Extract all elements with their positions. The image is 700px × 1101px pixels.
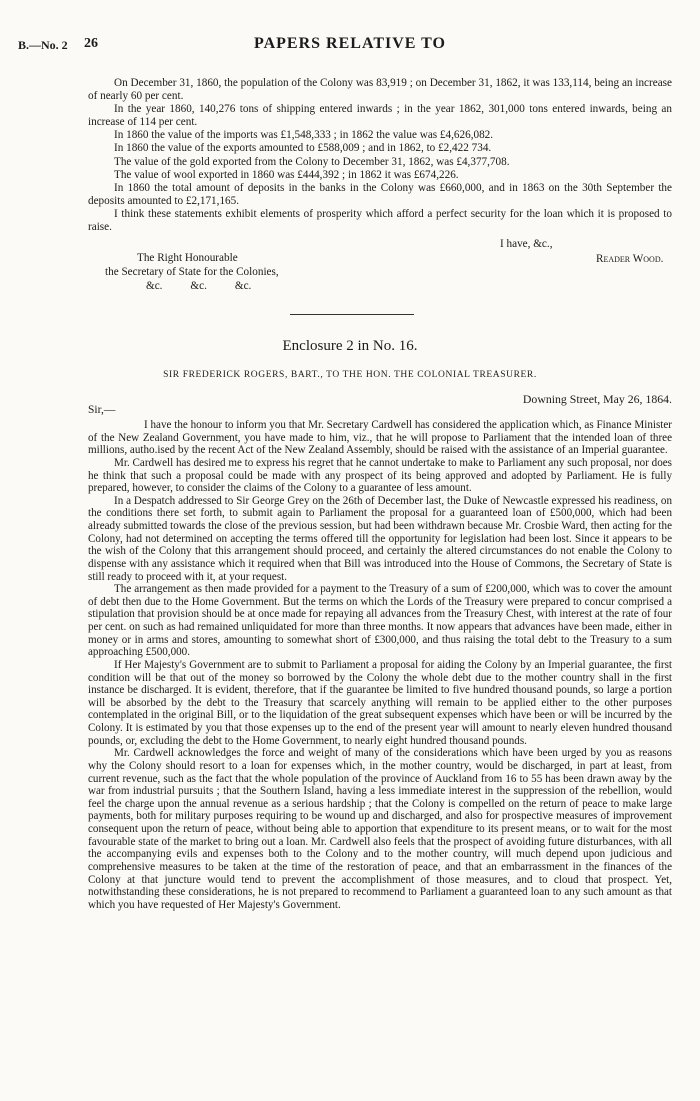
addressee-line-1: The Right Honourable <box>137 252 238 264</box>
conclusion-paragraph: I think these statements exhibit elements of prosperity which afford a perfect security for the loan which it is proposed to raise. <box>88 207 672 234</box>
enclosure-title: Enclosure 2 in No. 16. <box>282 338 418 354</box>
document-reference: B.—No. 2 <box>18 38 68 52</box>
deposits-paragraph: In 1860 the total amount of deposits in the banks in the Colony was £660,000, and in 1863 on the 30th September the deposits amounted to £2,171,165. <box>88 181 672 207</box>
shipping-paragraph: In the year 1860, 140,276 tons of shipping entered inwards ; in the year 1862, 301,000 tons entered inwards, being an increase of 114 per cent. <box>88 103 672 129</box>
section-divider <box>290 314 414 315</box>
letter-paragraph-5: If Her Majesty's Government are to submit to Parliament a proposal for aiding the Colony by an Imperial guarantee, the first condition will be that out of the money so borrowed by the Colony the whole debt due to the mother country shall in the first instance be discharged. It is evident, therefore, that if the guarantee be limited to five hundred thousand pounds, so large a portion will be absorbed by the debt to the Treasury that scarcely anything will remain to be applied either to the other purposes contemplated in the original Bill, or to the liquidation of the great subsequent expenses which have been or will be incurred by the Colony. It is estimated by you that those expenses up to the end of the present year will amount to nearly eleven hundred thousand pounds, or, excluding the debt to the Home Government, to nearly eight hundred thousand pounds. <box>88 658 672 747</box>
signature: Reader Wood. <box>596 253 664 265</box>
letter-paragraph-6: Mr. Cardwell acknowledges the force and weight of many of the considerations which have been urged by you as reasons why the Colony should resort to a loan for expenses which, in the mother country, would be discharged, in part at least, from current revenue, such as the fact that the whole population of the province of Auckland from 16 to 55 has been drawn away by the war from industrial pursuits ; that the Southern Island, having a less immediate interest in the suppression of the rebellion, would feel the charge upon the annual revenue as a serious hardship ; that the Colony is compelled on the return of peace to make large payments, both for military purposes requiring to be wound up and discharged, and also for prospective measures of improvement consequent upon the return of peace, without being able to apportion that expenditure to its present means, or to wait for the most favourable state of the market to bring out a loan. Mr. Cardwell also feels that the prospect of avoiding future disturbances, with all the accompanying evils and expenses both to the Colony and to the mother country, will much depend upon judicious and comprehensive measures to be taken at the time of the restoration of peace, and that an embarrassment in the finances of the Colony at that juncture would tend to prevent the accomplishment of those measures, and to cloud that prospect. Yet, notwithstanding these considerations, he is not prepared to recommend to Parliament a guaranteed loan to any such amount as that which you have requested of Her Majesty's Government. <box>88 747 672 911</box>
letter-paragraph-1: I have the honour to inform you that Mr. Secretary Cardwell has considered the application which, as Finance Minister of the New Zealand Government, you have made to him, viz., that he will propose to Parliament that the intended loan of three millions, autho.ised by the recent Act of the New Zealand Assembly, should be raised with the assistance of an Imperial guarantee. <box>88 419 672 457</box>
place-and-date: Downing Street, May 26, 1864. <box>522 392 672 406</box>
gold-paragraph: The value of the gold exported from the Colony to December 31, 1862, was £4,377,708. <box>114 155 510 168</box>
letter-paragraph-4: The arrangement as then made provided for a payment to the Treasury of a sum of £200,000, which was to cover the amount of debt then due to the Home Government. But the terms on which the Lords of the Treasury were prepared to concur comprised a stipulation that provision should be at once made for repaying all advances from the Treasury Chest, with interest at the rate of four per cent. on such as had remained unliquidated for more than three months. It now appears that advances have been made, either in money or in arms and stores, amounting to somewhat short of £300,000, and thus raising the total debt to the Treasury to a sum approaching £500,000. <box>88 583 672 659</box>
letter-paragraph-2: Mr. Cardwell has desired me to express his regret that he cannot undertake to make to Parliament any such proposal, nor does he think that such a proposal could be made with any prospect of its being approved and adopted by Parliament. He is fully prepared, however, to consider the claims of the Colony to a guarantee of less amount. <box>88 456 672 495</box>
addressee-line-2: the Secretary of State for the Colonies, <box>105 266 279 278</box>
page-header <box>18 35 682 60</box>
imports-paragraph: In 1860 the value of the imports was £1,548,333 ; in 1862 the value was £4,626,082. <box>114 129 494 142</box>
wool-paragraph: The value of wool exported in 1860 was £444,392 ; in 1862 it was £674,226. <box>114 168 459 181</box>
closing-phrase: I have, &c., <box>500 238 553 250</box>
enclosure-subtitle: SIR FREDERICK ROGERS, BART., TO THE HON. THE COLONIAL TREASURER. <box>163 370 537 380</box>
previous-letter-body <box>88 77 672 234</box>
running-title: PAPERS RELATIVE TO <box>254 35 446 52</box>
page-number: 26 <box>84 36 98 51</box>
addressee-line-3: &c. &c. &c. <box>146 280 252 292</box>
enclosure-letter-body <box>88 419 672 911</box>
exports-paragraph: In 1860 the value of the exports amounted to £588,009 ; and in 1862, to £2,422 734. <box>114 142 492 155</box>
salutation: Sir,— <box>88 404 116 416</box>
letter-paragraph-3: In a Despatch addressed to Sir George Grey on the 26th of December last, the Duke of Newcastle expressed his readiness, on the conditions there set forth, to submit again to Parliament the proposal for a guaranteed loan of £500,000, which had been already submitted towards the close of the previous session, but had been withdrawn because Mr. Crosbie Ward, then acting for the Colony, had not determined on accepting the terms offered till the opportunity for legislation had been lost. Since it appears to be the wish of the Colony that this arrangement should proceed, and certainly the altered circumstances do not enable the Colony to dispense with any assistance which it required when that Bill was introduced into the House of Commons, the Secretary of State is still ready to proceed with it, at your request. <box>88 494 672 583</box>
population-paragraph: On December 31, 1860, the population of the Colony was 83,919 ; on December 31, 1862, it was 133,114, being an increase of nearly 60 per cent. <box>88 77 672 103</box>
